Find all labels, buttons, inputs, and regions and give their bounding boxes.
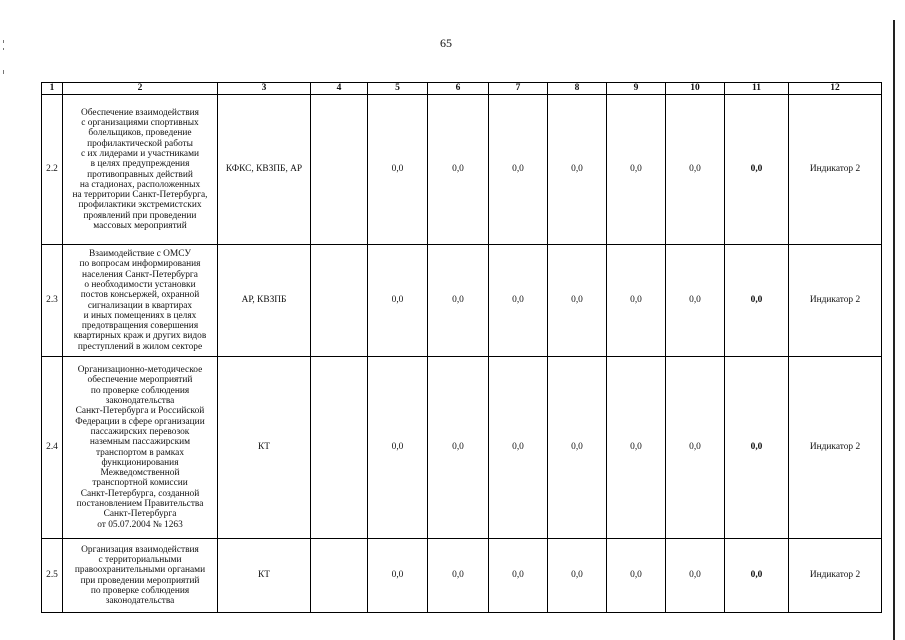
empty-cell (311, 539, 368, 613)
page-edge-rule (893, 20, 895, 640)
value-cell: 0,0 (666, 95, 725, 245)
column-header: 6 (428, 83, 489, 95)
activity-line: Санкт-Петербурга, созданной (80, 488, 200, 499)
activity-line: по вопросам информирования (79, 259, 201, 270)
activity-name-cell (63, 357, 218, 539)
table-row (42, 95, 882, 245)
row-number: 2.2 (42, 95, 63, 245)
value-cell: 0,0 (607, 357, 666, 539)
activity-line: о необходимости установки (84, 279, 196, 290)
column-header: 2 (63, 83, 218, 95)
activity-line: массовых мероприятий (93, 220, 187, 231)
value-cell: 0,0 (548, 95, 607, 245)
activity-name-cell (63, 539, 218, 613)
indicator-cell: Индикатор 2 (789, 539, 882, 613)
value-cell: 0,0 (666, 357, 725, 539)
column-header: 9 (607, 83, 666, 95)
activity-line: противоправных действий (87, 169, 193, 180)
column-header: 12 (789, 83, 882, 95)
program-table (41, 82, 882, 613)
activity-line: Организация взаимодействия (81, 544, 199, 555)
value-cell: 0,0 (428, 95, 489, 245)
activity-line: по проверке соблюдения (90, 385, 190, 396)
activity-line: сигнализации в квартирах (87, 300, 193, 311)
activity-line: профилактической работы (87, 138, 193, 149)
activity-line: преступлений в жилом секторе (77, 341, 203, 352)
value-cell: 0,0 (666, 539, 725, 613)
scan-mark (3, 70, 4, 74)
activity-line: Обеспечение взаимодействия (81, 107, 199, 118)
value-cell: 0,0 (489, 245, 548, 357)
activity-line: пассажирских перевозок (90, 426, 190, 437)
column-header: 1 (42, 83, 63, 95)
total-value-cell: 0,0 (725, 357, 789, 539)
activity-name-cell (63, 95, 218, 245)
activity-line: с территориальными (98, 554, 182, 565)
activity-name-cell (63, 245, 218, 357)
activity-line: законодательства (105, 596, 175, 607)
value-cell: 0,0 (489, 357, 548, 539)
activity-line: обеспечение мероприятий (87, 375, 193, 386)
value-cell: 0,0 (666, 245, 725, 357)
value-cell: 0,0 (489, 95, 548, 245)
activity-line: населения Санкт-Петербурга (82, 269, 198, 280)
activity-line: болельщиков, проведение (88, 128, 192, 139)
column-header: 4 (311, 83, 368, 95)
value-cell: 0,0 (368, 539, 428, 613)
indicator-cell: Индикатор 2 (789, 95, 882, 245)
page-number: 65 (440, 36, 452, 50)
activity-line: Санкт-Петербурга (103, 509, 177, 520)
value-cell: 0,0 (607, 539, 666, 613)
table-row (42, 245, 882, 357)
activity-line: Организационно-методическое (77, 365, 203, 376)
value-cell: 0,0 (368, 95, 428, 245)
indicator-cell: Индикатор 2 (789, 245, 882, 357)
value-cell: 0,0 (607, 245, 666, 357)
activity-line: постов консьержей, охранной (80, 290, 200, 301)
value-cell: 0,0 (548, 245, 607, 357)
activity-line: в целях предупреждения (90, 159, 190, 170)
scan-mark (3, 48, 4, 50)
empty-cell (311, 357, 368, 539)
activity-line: транспортом в рамках (95, 447, 185, 458)
activity-line: проявлений при проведении (83, 210, 197, 221)
activity-line: законодательства (105, 396, 175, 407)
empty-cell (311, 95, 368, 245)
activity-line: и иных помещениях в целях (83, 310, 197, 321)
executor-cell: КТ (218, 357, 311, 539)
table-row (42, 357, 882, 539)
row-number: 2.5 (42, 539, 63, 613)
activity-line: квартирных краж и других видов (73, 331, 207, 342)
value-cell: 0,0 (428, 245, 489, 357)
activity-line: Межведомственной (100, 468, 180, 479)
activity-line: профилактики экстремистских (78, 200, 202, 211)
value-cell: 0,0 (548, 539, 607, 613)
executor-cell: АР, КВЗПБ (218, 245, 311, 357)
executor-cell: КФКС, КВЗПБ, АР (218, 95, 311, 245)
column-header: 10 (666, 83, 725, 95)
total-value-cell: 0,0 (725, 245, 789, 357)
activity-line: на территории Санкт-Петербурга, (72, 190, 208, 201)
activity-line: Федерации в сфере организации (75, 416, 205, 427)
column-header: 7 (489, 83, 548, 95)
value-cell: 0,0 (607, 95, 666, 245)
indicator-cell: Индикатор 2 (789, 357, 882, 539)
value-cell: 0,0 (428, 539, 489, 613)
activity-line: постановлением Правительства (76, 498, 204, 509)
activity-line: транспортной комиссии (92, 478, 188, 489)
value-cell: 0,0 (428, 357, 489, 539)
activity-line: с организациями спортивных (81, 118, 199, 129)
activity-line: от 05.07.2004 № 1263 (97, 519, 183, 530)
column-header: 8 (548, 83, 607, 95)
activity-line: с их лидерами и участниками (80, 148, 200, 159)
row-number: 2.3 (42, 245, 63, 357)
table-header-row (42, 83, 882, 95)
table-row (42, 539, 882, 613)
activity-line: правоохранительными органами (74, 565, 206, 576)
value-cell: 0,0 (548, 357, 607, 539)
row-number: 2.4 (42, 357, 63, 539)
activity-line: Санкт-Петербурга и Российской (75, 406, 205, 417)
activity-line: по проверке соблюдения (90, 585, 190, 596)
total-value-cell: 0,0 (725, 539, 789, 613)
scan-mark (3, 40, 4, 43)
activity-line: Взаимодействие с ОМСУ (88, 249, 192, 260)
activity-line: наземным пассажирским (89, 437, 191, 448)
column-header: 11 (725, 83, 789, 95)
activity-line: на стадионах, расположенных (79, 179, 201, 190)
column-header: 3 (218, 83, 311, 95)
value-cell: 0,0 (368, 245, 428, 357)
activity-line: предотвращения совершения (81, 321, 199, 332)
empty-cell (311, 245, 368, 357)
value-cell: 0,0 (489, 539, 548, 613)
total-value-cell: 0,0 (725, 95, 789, 245)
executor-cell: КТ (218, 539, 311, 613)
column-header: 5 (368, 83, 428, 95)
activity-line: при проведении мероприятий (80, 575, 200, 586)
activity-line: функционирования (101, 457, 179, 468)
value-cell: 0,0 (368, 357, 428, 539)
